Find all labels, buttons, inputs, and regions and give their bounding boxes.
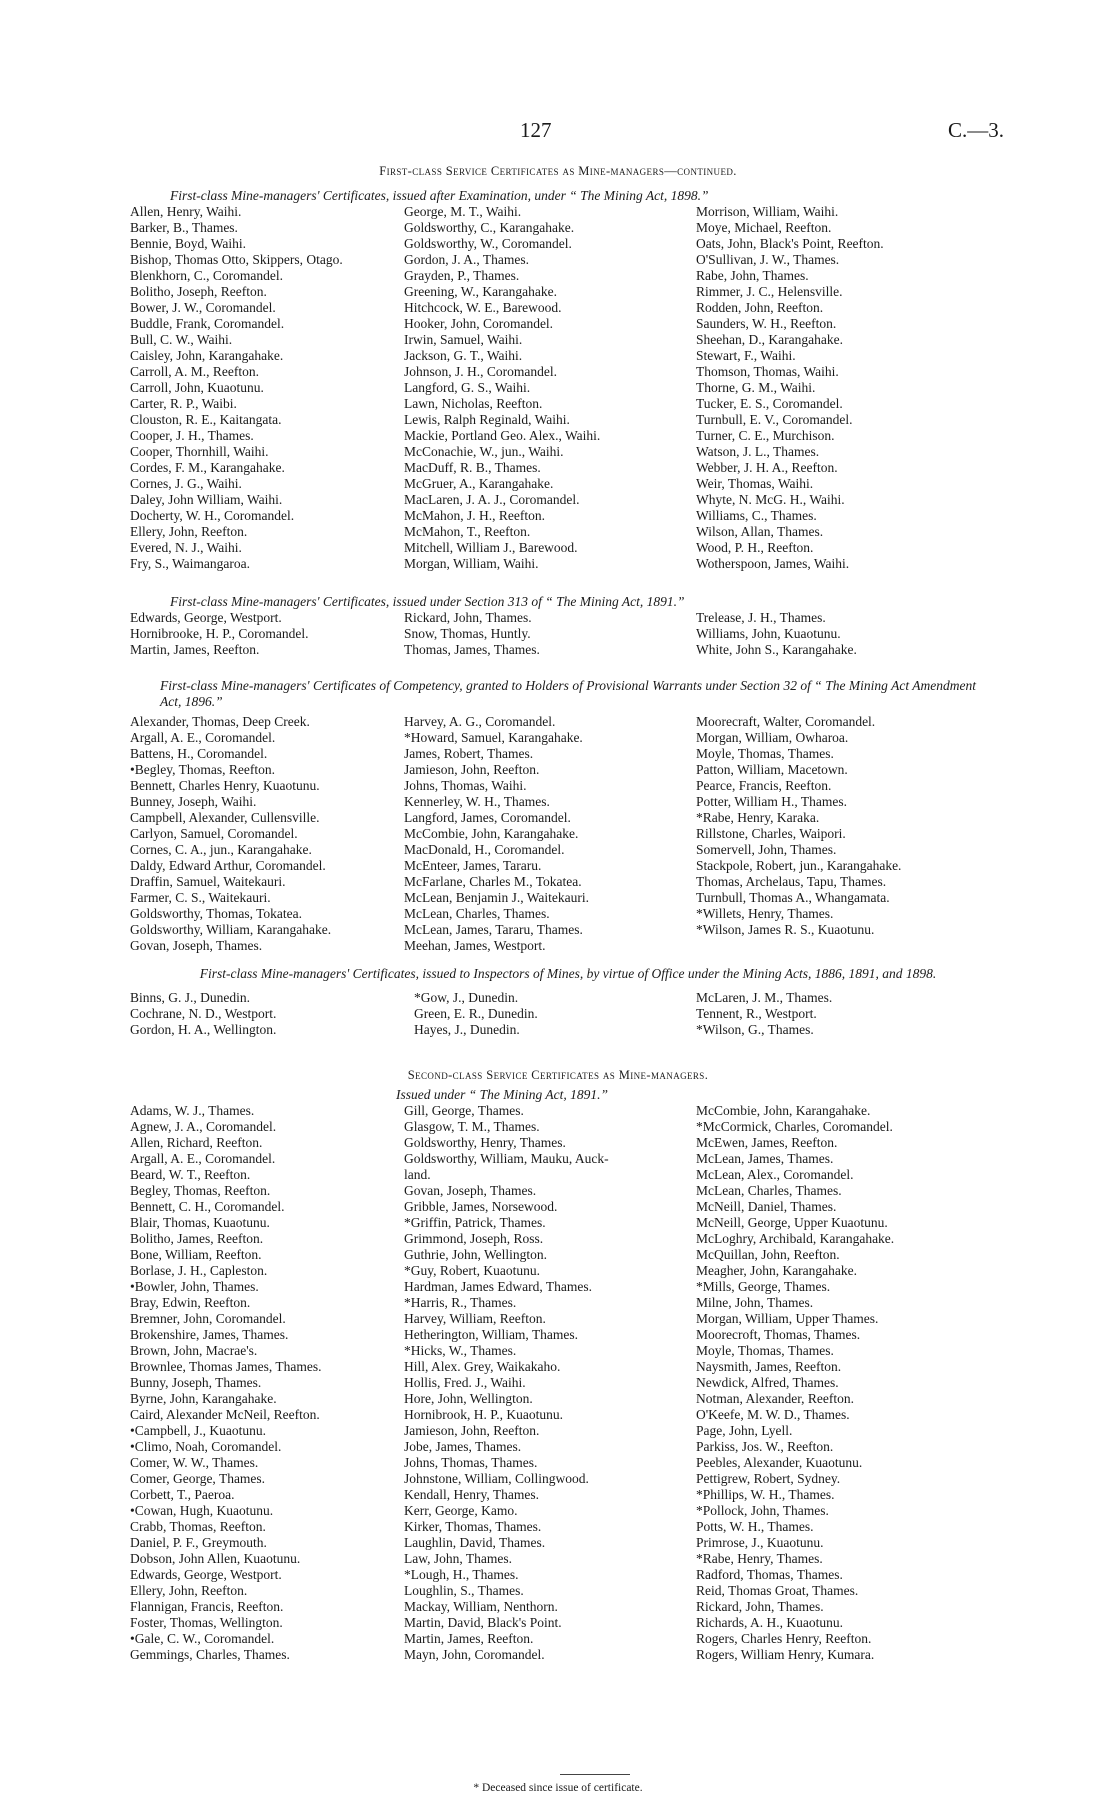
- certificate-holder-entry: Argall, A. E., Coromandel.: [130, 730, 276, 745]
- certificate-holder-entry: Draffin, Samuel, Waitekauri.: [130, 874, 286, 889]
- page-number: 127: [520, 118, 552, 142]
- certificate-holder-entry: *Willets, Henry, Thames.: [696, 906, 834, 921]
- certificate-holder-entry: McFarlane, Charles M., Tokatea.: [404, 874, 582, 889]
- certificate-holder-entry: Law, John, Thames.: [404, 1551, 512, 1566]
- certificate-holder-entry: Potts, W. H., Thames.: [696, 1519, 814, 1534]
- certificate-holder-entry: Bunney, Joseph, Waihi.: [130, 794, 257, 809]
- name-column: [696, 1103, 986, 1663]
- certificate-holder-entry: *Wilson, G., Thames.: [696, 1022, 814, 1037]
- name-column: [696, 990, 986, 1038]
- certificate-holder-entry: O'Keefe, M. W. D., Thames.: [696, 1407, 850, 1422]
- certificate-holder-entry: Gill, George, Thames.: [404, 1103, 524, 1118]
- certificate-holder-entry: Morgan, William, Waihi.: [404, 556, 539, 571]
- name-column: [696, 714, 986, 954]
- certificate-holder-entry: Edwards, George, Westport.: [130, 1567, 282, 1582]
- certificate-holder-entry: Fry, S., Waimangaroa.: [130, 556, 251, 571]
- certificate-holder-entry: Cochrane, N. D., Westport.: [130, 1006, 277, 1021]
- certificate-holder-entry: Brokenshire, James, Thames.: [130, 1327, 289, 1342]
- certificate-holder-entry: Thomas, Archelaus, Tapu, Thames.: [696, 874, 887, 889]
- certificate-holder-entry: Goldsworthy, C., Karangahake.: [404, 220, 575, 235]
- certificate-holder-entry: Barker, B., Thames.: [130, 220, 238, 235]
- footnote: * Deceased since issue of certificate.: [473, 1782, 643, 1794]
- certificate-holder-entry: Grimmond, Joseph, Ross.: [404, 1231, 544, 1246]
- certificate-holder-entry: Caird, Alexander McNeil, Reefton.: [130, 1407, 320, 1422]
- paper-reference: C.—3.: [948, 118, 1005, 142]
- certificate-holder-entry: Argall, A. E., Coromandel.: [130, 1151, 276, 1166]
- certificate-holder-entry: Carter, R. P., Waibi.: [130, 396, 237, 411]
- certificate-holder-entry: Bennie, Boyd, Waihi.: [130, 236, 247, 251]
- certificate-holder-entry: Rillstone, Charles, Waipori.: [696, 826, 846, 841]
- certificate-holder-entry: Naysmith, James, Reefton.: [696, 1359, 842, 1374]
- certificate-holder-entry: McNeill, George, Upper Kuaotunu.: [696, 1215, 888, 1230]
- certificate-holder-entry: Cooper, J. H., Thames.: [130, 428, 254, 443]
- certificate-holder-entry: Kerr, George, Kamo.: [404, 1503, 518, 1518]
- certificate-holder-entry: Reid, Thomas Groat, Thames.: [696, 1583, 859, 1598]
- certificate-holder-entry: Bennett, C. H., Coromandel.: [130, 1199, 285, 1214]
- certificate-holder-entry: James, Robert, Thames.: [404, 746, 534, 761]
- certificate-holder-entry: Irwin, Samuel, Waihi.: [404, 332, 523, 347]
- certificate-holder-entry: McLean, Benjamin J., Waitekauri.: [404, 890, 589, 905]
- certificate-holder-entry: Martin, James, Reefton.: [130, 642, 260, 657]
- certificate-holder-entry: Bolitho, Joseph, Reefton.: [130, 284, 267, 299]
- name-columns: [130, 990, 986, 1038]
- certificate-holder-entry: Radford, Thomas, Thames.: [696, 1567, 843, 1582]
- certificate-holder-entry: Johns, Thomas, Waihi.: [404, 778, 527, 793]
- certificate-holder-entry: Adams, W. J., Thames.: [130, 1103, 255, 1118]
- certificate-holder-entry: Battens, H., Coromandel.: [130, 746, 268, 761]
- certificate-holder-entry: Brown, John, Macrae's.: [130, 1343, 258, 1358]
- section-subheading: First-class Mine-managers' Certificates, issued after Examination, under “ The Mining Act, 1898.”: [170, 188, 709, 203]
- certificate-holder-entry: *McCormick, Charles, Coromandel.: [696, 1119, 893, 1134]
- certificate-holder-entry: Kennerley, W. H., Thames.: [404, 794, 550, 809]
- certificate-holder-entry: Blenkhorn, C., Coromandel.: [130, 268, 283, 283]
- certificate-holder-entry: Patton, William, Macetown.: [696, 762, 848, 777]
- second-class-heading: Second-class Service Certificates as Mine-managers.: [407, 1068, 709, 1082]
- certificate-holder-entry: land.: [404, 1167, 431, 1182]
- certificate-holder-entry: Hooker, John, Coromandel.: [404, 316, 554, 331]
- certificate-holder-entry: Moye, Michael, Reefton.: [696, 220, 832, 235]
- certificate-holder-entry: Hitchcock, W. E., Barewood.: [404, 300, 562, 315]
- certificate-holder-entry: Williams, John, Kuaotunu.: [696, 626, 841, 641]
- certificate-holder-entry: *Phillips, W. H., Thames.: [696, 1487, 835, 1502]
- certificate-holder-entry: Carroll, John, Kuaotunu.: [130, 380, 264, 395]
- certificate-holder-entry: Bull, C. W., Waihi.: [130, 332, 233, 347]
- section-fc-1898: [130, 188, 986, 572]
- certificate-holder-entry: *Guy, Robert, Kuaotunu.: [404, 1263, 540, 1278]
- certificate-holder-entry: Rodden, John, Reefton.: [696, 300, 824, 315]
- certificate-holder-entry: Carlyon, Samuel, Coromandel.: [130, 826, 298, 841]
- certificate-holder-entry: Thomas, James, Thames.: [404, 642, 540, 657]
- certificate-holder-entry: O'Sullivan, J. W., Thames.: [696, 252, 840, 267]
- certificate-holder-entry: Parkiss, Jos. W., Reefton.: [696, 1439, 834, 1454]
- name-column: [130, 990, 404, 1038]
- certificate-holder-entry: Byrne, John, Karangahake.: [130, 1391, 277, 1406]
- certificate-holder-entry: *Howard, Samuel, Karangahake.: [404, 730, 583, 745]
- certificate-holder-entry: Lawn, Nicholas, Reefton.: [404, 396, 543, 411]
- certificate-holder-entry: White, John S., Karangahake.: [696, 642, 857, 657]
- certificate-holder-entry: Kendall, Henry, Thames.: [404, 1487, 539, 1502]
- name-column: [696, 610, 986, 658]
- certificate-holder-entry: Grayden, P., Thames.: [404, 268, 520, 283]
- certificate-holder-entry: Pettigrew, Robert, Sydney.: [696, 1471, 841, 1486]
- certificate-holder-entry: Moorecraft, Walter, Coromandel.: [696, 714, 876, 729]
- certificate-holder-entry: Moyle, Thomas, Thames.: [696, 746, 834, 761]
- certificate-holder-entry: Rogers, William Henry, Kumara.: [696, 1647, 875, 1662]
- certificate-holder-entry: Wotherspoon, James, Waihi.: [696, 556, 850, 571]
- certificate-holder-entry: Morrison, William, Waihi.: [696, 204, 839, 219]
- certificate-holder-entry: Hornibrook, H. P., Kuaotunu.: [404, 1407, 563, 1422]
- certificate-holder-entry: Weir, Thomas, Waihi.: [696, 476, 814, 491]
- certificate-holder-entry: Watson, J. L., Thames.: [696, 444, 820, 459]
- certificate-holder-entry: *Wilson, James R. S., Kuaotunu.: [696, 922, 875, 937]
- certificate-holder-entry: Webber, J. H. A., Reefton.: [696, 460, 838, 475]
- certificate-holder-entry: Lewis, Ralph Reginald, Waihi.: [404, 412, 570, 427]
- certificate-holder-entry: George, M. T., Waihi.: [404, 204, 522, 219]
- certificate-holder-entry: Hetherington, William, Thames.: [404, 1327, 579, 1342]
- certificate-holder-entry: Wilson, Allan, Thames.: [696, 524, 824, 539]
- section-fc-inspectors: [130, 966, 986, 1038]
- certificate-holder-entry: Newdick, Alfred, Thames.: [696, 1375, 839, 1390]
- certificate-holder-entry: Carroll, A. M., Reefton.: [130, 364, 259, 379]
- certificate-holder-entry: Allen, Richard, Reefton.: [130, 1135, 263, 1150]
- certificate-holder-entry: Jamieson, John, Reefton.: [404, 1423, 540, 1438]
- certificate-holder-entry: Binns, G. J., Dunedin.: [130, 990, 251, 1005]
- certificate-holder-entry: Hore, John, Wellington.: [404, 1391, 533, 1406]
- certificate-holder-entry: Saunders, W. H., Reefton.: [696, 316, 837, 331]
- certificate-holder-entry: Jamieson, John, Reefton.: [404, 762, 540, 777]
- certificate-holder-entry: Rickard, John, Thames.: [696, 1599, 824, 1614]
- certificate-holder-entry: McLaren, J. M., Thames.: [696, 990, 833, 1005]
- certificate-holder-entry: Pearce, Francis, Reefton.: [696, 778, 832, 793]
- certificate-holder-entry: Rickard, John, Thames.: [404, 610, 532, 625]
- name-columns: [130, 204, 986, 572]
- certificate-holder-entry: Hardman, James Edward, Thames.: [404, 1279, 592, 1294]
- section-subheading: First-class Mine-managers' Certificates, issued under Section 313 of “ The Mining Act, 1891.”: [170, 594, 685, 609]
- certificate-holder-entry: •Cowan, Hugh, Kuaotunu.: [130, 1503, 274, 1518]
- certificate-holder-entry: Mitchell, William J., Barewood.: [404, 540, 578, 555]
- certificate-holder-entry: Caisley, John, Karangahake.: [130, 348, 284, 363]
- name-columns: [130, 714, 986, 954]
- name-column: [404, 1103, 696, 1663]
- certificate-holder-entry: McCombie, John, Karangahake.: [404, 826, 579, 841]
- name-column: [130, 610, 404, 658]
- certificate-holder-entry: Tucker, E. S., Coromandel.: [696, 396, 843, 411]
- certificate-holder-entry: Somervell, John, Thames.: [696, 842, 837, 857]
- certificate-holder-entry: Mayn, John, Coromandel.: [404, 1647, 545, 1662]
- certificate-holder-entry: McMahon, J. H., Reefton.: [404, 508, 545, 523]
- certificate-holder-entry: Rabe, John, Thames.: [696, 268, 809, 283]
- certificate-holder-entry: Jackson, G. T., Waihi.: [404, 348, 523, 363]
- certificate-holder-entry: •Climo, Noah, Coromandel.: [130, 1439, 282, 1454]
- certificate-holder-entry: Morgan, William, Owharoa.: [696, 730, 849, 745]
- certificate-holder-entry: Johnstone, William, Collingwood.: [404, 1471, 589, 1486]
- certificate-holder-entry: McLean, James, Thames.: [696, 1151, 834, 1166]
- certificate-holder-entry: Primrose, J., Kuaotunu.: [696, 1535, 824, 1550]
- first-class-heading: First-class Service Certificates as Mine-managers—continued.: [379, 164, 737, 178]
- certificate-holder-entry: Bolitho, James, Reefton.: [130, 1231, 264, 1246]
- certificate-holder-entry: Hornibrooke, H. P., Coromandel.: [130, 626, 309, 641]
- certificate-holder-entry: Bunny, Joseph, Thames.: [130, 1375, 262, 1390]
- certificate-holder-entry: *Gow, J., Dunedin.: [414, 990, 519, 1005]
- certificate-holder-entry: McLoghry, Archibald, Karangahake.: [696, 1231, 895, 1246]
- certificate-holder-entry: Cornes, J. G., Waihi.: [130, 476, 242, 491]
- certificate-holder-entry: Brownlee, Thomas James, Thames.: [130, 1359, 322, 1374]
- certificate-holder-entry: Farmer, C. S., Waitekauri.: [130, 890, 271, 905]
- name-column: [130, 714, 404, 954]
- certificate-holder-entry: Daley, John William, Waihi.: [130, 492, 283, 507]
- certificate-holder-entry: Trelease, J. H., Thames.: [696, 610, 826, 625]
- certificate-holder-entry: *Rabe, Henry, Karaka.: [696, 810, 820, 825]
- certificate-holder-entry: Rogers, Charles Henry, Reefton.: [696, 1631, 872, 1646]
- name-column: [696, 204, 986, 572]
- certificate-holder-entry: Foster, Thomas, Wellington.: [130, 1615, 283, 1630]
- certificate-holder-entry: •Campbell, J., Kuaotunu.: [130, 1423, 266, 1438]
- name-columns: [130, 1103, 986, 1663]
- certificate-holder-entry: Kirker, Thomas, Thames.: [404, 1519, 542, 1534]
- name-column: [404, 714, 696, 954]
- certificate-holder-entry: Loughlin, S., Thames.: [404, 1583, 524, 1598]
- certificate-holder-entry: *Lough, H., Thames.: [404, 1567, 519, 1582]
- certificate-holder-entry: Milne, John, Thames.: [696, 1295, 814, 1310]
- certificate-holder-entry: Morgan, William, Upper Thames.: [696, 1311, 879, 1326]
- certificate-holder-entry: Borlase, J. H., Capleston.: [130, 1263, 268, 1278]
- certificate-holder-entry: Meehan, James, Westport.: [404, 938, 546, 953]
- certificate-holder-entry: *Griffin, Patrick, Thames.: [404, 1215, 546, 1230]
- name-column: [130, 1103, 404, 1663]
- certificate-holder-entry: Edwards, George, Westport.: [130, 610, 282, 625]
- certificate-holder-entry: McQuillan, John, Reefton.: [696, 1247, 840, 1262]
- certificate-holder-entry: Thorne, G. M., Waihi.: [696, 380, 816, 395]
- certificate-holder-entry: Stewart, F., Waihi.: [696, 348, 796, 363]
- certificate-holder-entry: •Begley, Thomas, Reefton.: [130, 762, 275, 777]
- certificate-holder-entry: McLean, Alex., Coromandel.: [696, 1167, 854, 1182]
- certificate-holder-entry: Thomson, Thomas, Waihi.: [696, 364, 839, 379]
- certificate-holder-entry: Moorecroft, Thomas, Thames.: [696, 1327, 861, 1342]
- certificate-holder-entry: Snow, Thomas, Huntly.: [404, 626, 531, 641]
- certificate-holder-entry: Johns, Thomas, Thames.: [404, 1455, 538, 1470]
- certificate-holder-entry: Agnew, J. A., Coromandel.: [130, 1119, 277, 1134]
- certificate-holder-entry: Moyle, Thomas, Thames.: [696, 1343, 834, 1358]
- certificate-holder-entry: Bennett, Charles Henry, Kuaotunu.: [130, 778, 320, 793]
- certificate-holder-entry: Bone, William, Reefton.: [130, 1247, 262, 1262]
- certificate-holder-entry: Bishop, Thomas Otto, Skippers, Otago.: [130, 252, 343, 267]
- certificate-holder-entry: McNeill, Daniel, Thames.: [696, 1199, 837, 1214]
- section-sc-1891: [130, 1068, 986, 1663]
- certificate-holder-entry: Harvey, William, Reefton.: [404, 1311, 546, 1326]
- certificate-holder-entry: •Gale, C. W., Coromandel.: [130, 1631, 275, 1646]
- certificate-holder-entry: Goldsworthy, William, Karangahake.: [130, 922, 332, 937]
- certificate-holder-entry: Whyte, N. McG. H., Waihi.: [696, 492, 845, 507]
- certificate-holder-entry: Hollis, Fred. J., Waihi.: [404, 1375, 526, 1390]
- certificate-holder-entry: McGruer, A., Karangahake.: [404, 476, 554, 491]
- certificate-holder-entry: Ellery, John, Reefton.: [130, 524, 248, 539]
- certificate-holder-entry: Page, John, Lyell.: [696, 1423, 793, 1438]
- certificate-holder-entry: Cordes, F. M., Karangahake.: [130, 460, 285, 475]
- certificate-holder-entry: McMahon, T., Reefton.: [404, 524, 531, 539]
- certificate-holder-entry: Hayes, J., Dunedin.: [414, 1022, 520, 1037]
- certificate-holder-entry: Evered, N. J., Waihi.: [130, 540, 242, 555]
- certificate-holder-entry: Gemmings, Charles, Thames.: [130, 1647, 290, 1662]
- certificate-holder-entry: Buddle, Frank, Coromandel.: [130, 316, 285, 331]
- certificate-holder-entry: Daldy, Edward Arthur, Coromandel.: [130, 858, 326, 873]
- certificate-holder-entry: McLean, James, Tararu, Thames.: [404, 922, 583, 937]
- certificate-holder-entry: Campbell, Alexander, Cullensville.: [130, 810, 320, 825]
- certificate-holder-entry: Beard, W. T., Reefton.: [130, 1167, 251, 1182]
- certificate-holder-entry: Martin, James, Reefton.: [404, 1631, 534, 1646]
- certificate-holder-entry: Govan, Joseph, Thames.: [404, 1183, 537, 1198]
- name-column: [130, 204, 404, 572]
- name-column: [404, 610, 696, 658]
- certificate-holder-entry: MacDonald, H., Coromandel.: [404, 842, 565, 857]
- certificate-holder-entry: Guthrie, John, Wellington.: [404, 1247, 548, 1262]
- footnote-rule: [560, 1774, 630, 1775]
- certificate-holder-entry: Bray, Edwin, Reefton.: [130, 1295, 251, 1310]
- certificate-holder-entry: Cooper, Thornhill, Waihi.: [130, 444, 269, 459]
- certificate-holder-entry: Tennent, R., Westport.: [696, 1006, 817, 1021]
- certificate-holder-entry: Begley, Thomas, Reefton.: [130, 1183, 271, 1198]
- certificate-holder-entry: Mackie, Portland Geo. Alex., Waihi.: [404, 428, 601, 443]
- certificate-holder-entry: Daniel, P. F., Greymouth.: [130, 1535, 267, 1550]
- certificate-holder-entry: Greening, W., Karangahake.: [404, 284, 557, 299]
- section-fc-1891: [130, 594, 986, 658]
- certificate-holder-entry: McLean, Charles, Thames.: [696, 1183, 842, 1198]
- certificate-holder-entry: Laughlin, David, Thames.: [404, 1535, 546, 1550]
- certificate-holder-entry: Gordon, H. A., Wellington.: [130, 1022, 277, 1037]
- name-column: [404, 990, 696, 1038]
- certificate-holder-entry: McLean, Charles, Thames.: [404, 906, 550, 921]
- certificate-holder-entry: Blair, Thomas, Kuaotunu.: [130, 1215, 270, 1230]
- section-subheading: First-class Mine-managers' Certificates, issued to Inspectors of Mines, by virtue of Office under the Mining Acts, 1886, 1891, and 1898.: [199, 966, 937, 981]
- certificate-holder-entry: Goldsworthy, Henry, Thames.: [404, 1135, 566, 1150]
- certificate-holder-entry: Johnson, J. H., Coromandel.: [404, 364, 557, 379]
- certificate-holder-entry: Langford, James, Coromandel.: [404, 810, 571, 825]
- certificate-holder-entry: McConachie, W., jun., Waihi.: [404, 444, 564, 459]
- certificate-holder-entry: Clouston, R. E., Kaitangata.: [130, 412, 282, 427]
- certificate-holder-entry: Crabb, Thomas, Reefton.: [130, 1519, 266, 1534]
- certificate-holder-entry: Sheehan, D., Karangahake.: [696, 332, 843, 347]
- certificate-holder-entry: Goldsworthy, William, Mauku, Auck-: [404, 1151, 609, 1166]
- certificate-holder-entry: Flannigan, Francis, Reefton.: [130, 1599, 284, 1614]
- section-subheading: Issued under “ The Mining Act, 1891.”: [396, 1087, 608, 1102]
- certificate-holder-entry: Langford, G. S., Waihi.: [404, 380, 531, 395]
- certificate-holder-entry: Potter, William H., Thames.: [696, 794, 848, 809]
- certificate-holder-entry: Gribble, James, Norsewood.: [404, 1199, 558, 1214]
- certificate-holder-entry: Hill, Alex. Grey, Waikakaho.: [404, 1359, 561, 1374]
- certificate-holder-entry: *Mills, George, Thames.: [696, 1279, 831, 1294]
- certificate-holder-entry: McEnteer, James, Tararu.: [404, 858, 542, 873]
- certificate-holder-entry: Martin, David, Black's Point.: [404, 1615, 562, 1630]
- certificate-holder-entry: Goldsworthy, Thomas, Tokatea.: [130, 906, 303, 921]
- certificate-holder-entry: Comer, W. W., Thames.: [130, 1455, 259, 1470]
- certificate-holder-entry: Richards, A. H., Kuaotunu.: [696, 1615, 843, 1630]
- name-column: [404, 204, 696, 572]
- certificate-holder-entry: McEwen, James, Reefton.: [696, 1135, 838, 1150]
- certificate-holder-entry: Docherty, W. H., Coromandel.: [130, 508, 295, 523]
- certificate-holder-entry: *Rabe, Henry, Thames.: [696, 1551, 823, 1566]
- certificate-holder-entry: *Hicks, W., Thames.: [404, 1343, 517, 1358]
- certificate-holder-entry: Gordon, J. A., Thames.: [404, 252, 529, 267]
- certificate-holder-entry: •Bowler, John, Thames.: [130, 1279, 259, 1294]
- certificate-holder-entry: Goldsworthy, W., Coromandel.: [404, 236, 572, 251]
- certificate-holder-entry: *Pollock, John, Thames.: [696, 1503, 829, 1518]
- certificate-holder-entry: Allen, Henry, Waihi.: [130, 204, 242, 219]
- certificate-holder-entry: Glasgow, T. M., Thames.: [404, 1119, 540, 1134]
- certificate-holder-entry: Rimmer, J. C., Helensville.: [696, 284, 843, 299]
- certificate-holder-entry: Notman, Alexander, Reefton.: [696, 1391, 855, 1406]
- certificate-holder-entry: Govan, Joseph, Thames.: [130, 938, 263, 953]
- certificate-holder-entry: Bremner, John, Coromandel.: [130, 1311, 286, 1326]
- certificate-holder-entry: Stackpole, Robert, jun., Karangahake.: [696, 858, 902, 873]
- certificate-holder-entry: *Harris, R., Thames.: [404, 1295, 517, 1310]
- certificate-holder-entry: MacDuff, R. B., Thames.: [404, 460, 541, 475]
- certificate-holder-entry: Turner, C. E., Murchison.: [696, 428, 835, 443]
- certificate-holder-entry: MacLaren, J. A. J., Coromandel.: [404, 492, 580, 507]
- certificate-holder-entry: Alexander, Thomas, Deep Creek.: [130, 714, 310, 729]
- section-subheading: First-class Mine-managers' Certificates of Competency, granted to Holders of Provisional Warrants under Section 32 of “ The Mining Act Amendment Act, 1896.”: [160, 678, 976, 709]
- certificate-holder-entry: Turnbull, E. V., Coromandel.: [696, 412, 853, 427]
- certificate-holder-entry: Williams, C., Thames.: [696, 508, 817, 523]
- certificate-holder-entry: Oats, John, Black's Point, Reefton.: [696, 236, 884, 251]
- certificate-holder-entry: Wood, P. H., Reefton.: [696, 540, 814, 555]
- certificate-holder-entry: Mackay, William, Nenthorn.: [404, 1599, 558, 1614]
- certificate-holder-entry: McCombie, John, Karangahake.: [696, 1103, 871, 1118]
- certificate-holder-entry: Corbett, T., Paeroa.: [130, 1487, 235, 1502]
- certificate-holder-entry: Harvey, A. G., Coromandel.: [404, 714, 556, 729]
- certificate-holder-entry: Peebles, Alexander, Kuaotunu.: [696, 1455, 863, 1470]
- certificate-holder-entry: Bower, J. W., Coromandel.: [130, 300, 276, 315]
- certificate-holder-entry: Ellery, John, Reefton.: [130, 1583, 248, 1598]
- name-columns: [130, 610, 986, 658]
- section-fc-competency: [130, 678, 986, 954]
- certificate-holder-entry: Cornes, C. A., jun., Karangahake.: [130, 842, 312, 857]
- certificate-holder-entry: Meagher, John, Karangahake.: [696, 1263, 858, 1278]
- certificate-holder-entry: Comer, George, Thames.: [130, 1471, 266, 1486]
- certificate-holder-entry: Turnbull, Thomas A., Whangamata.: [696, 890, 890, 905]
- certificate-holder-entry: Green, E. R., Dunedin.: [414, 1006, 538, 1021]
- certificate-holder-entry: Dobson, John Allen, Kuaotunu.: [130, 1551, 301, 1566]
- certificate-holder-entry: Jobe, James, Thames.: [404, 1439, 522, 1454]
